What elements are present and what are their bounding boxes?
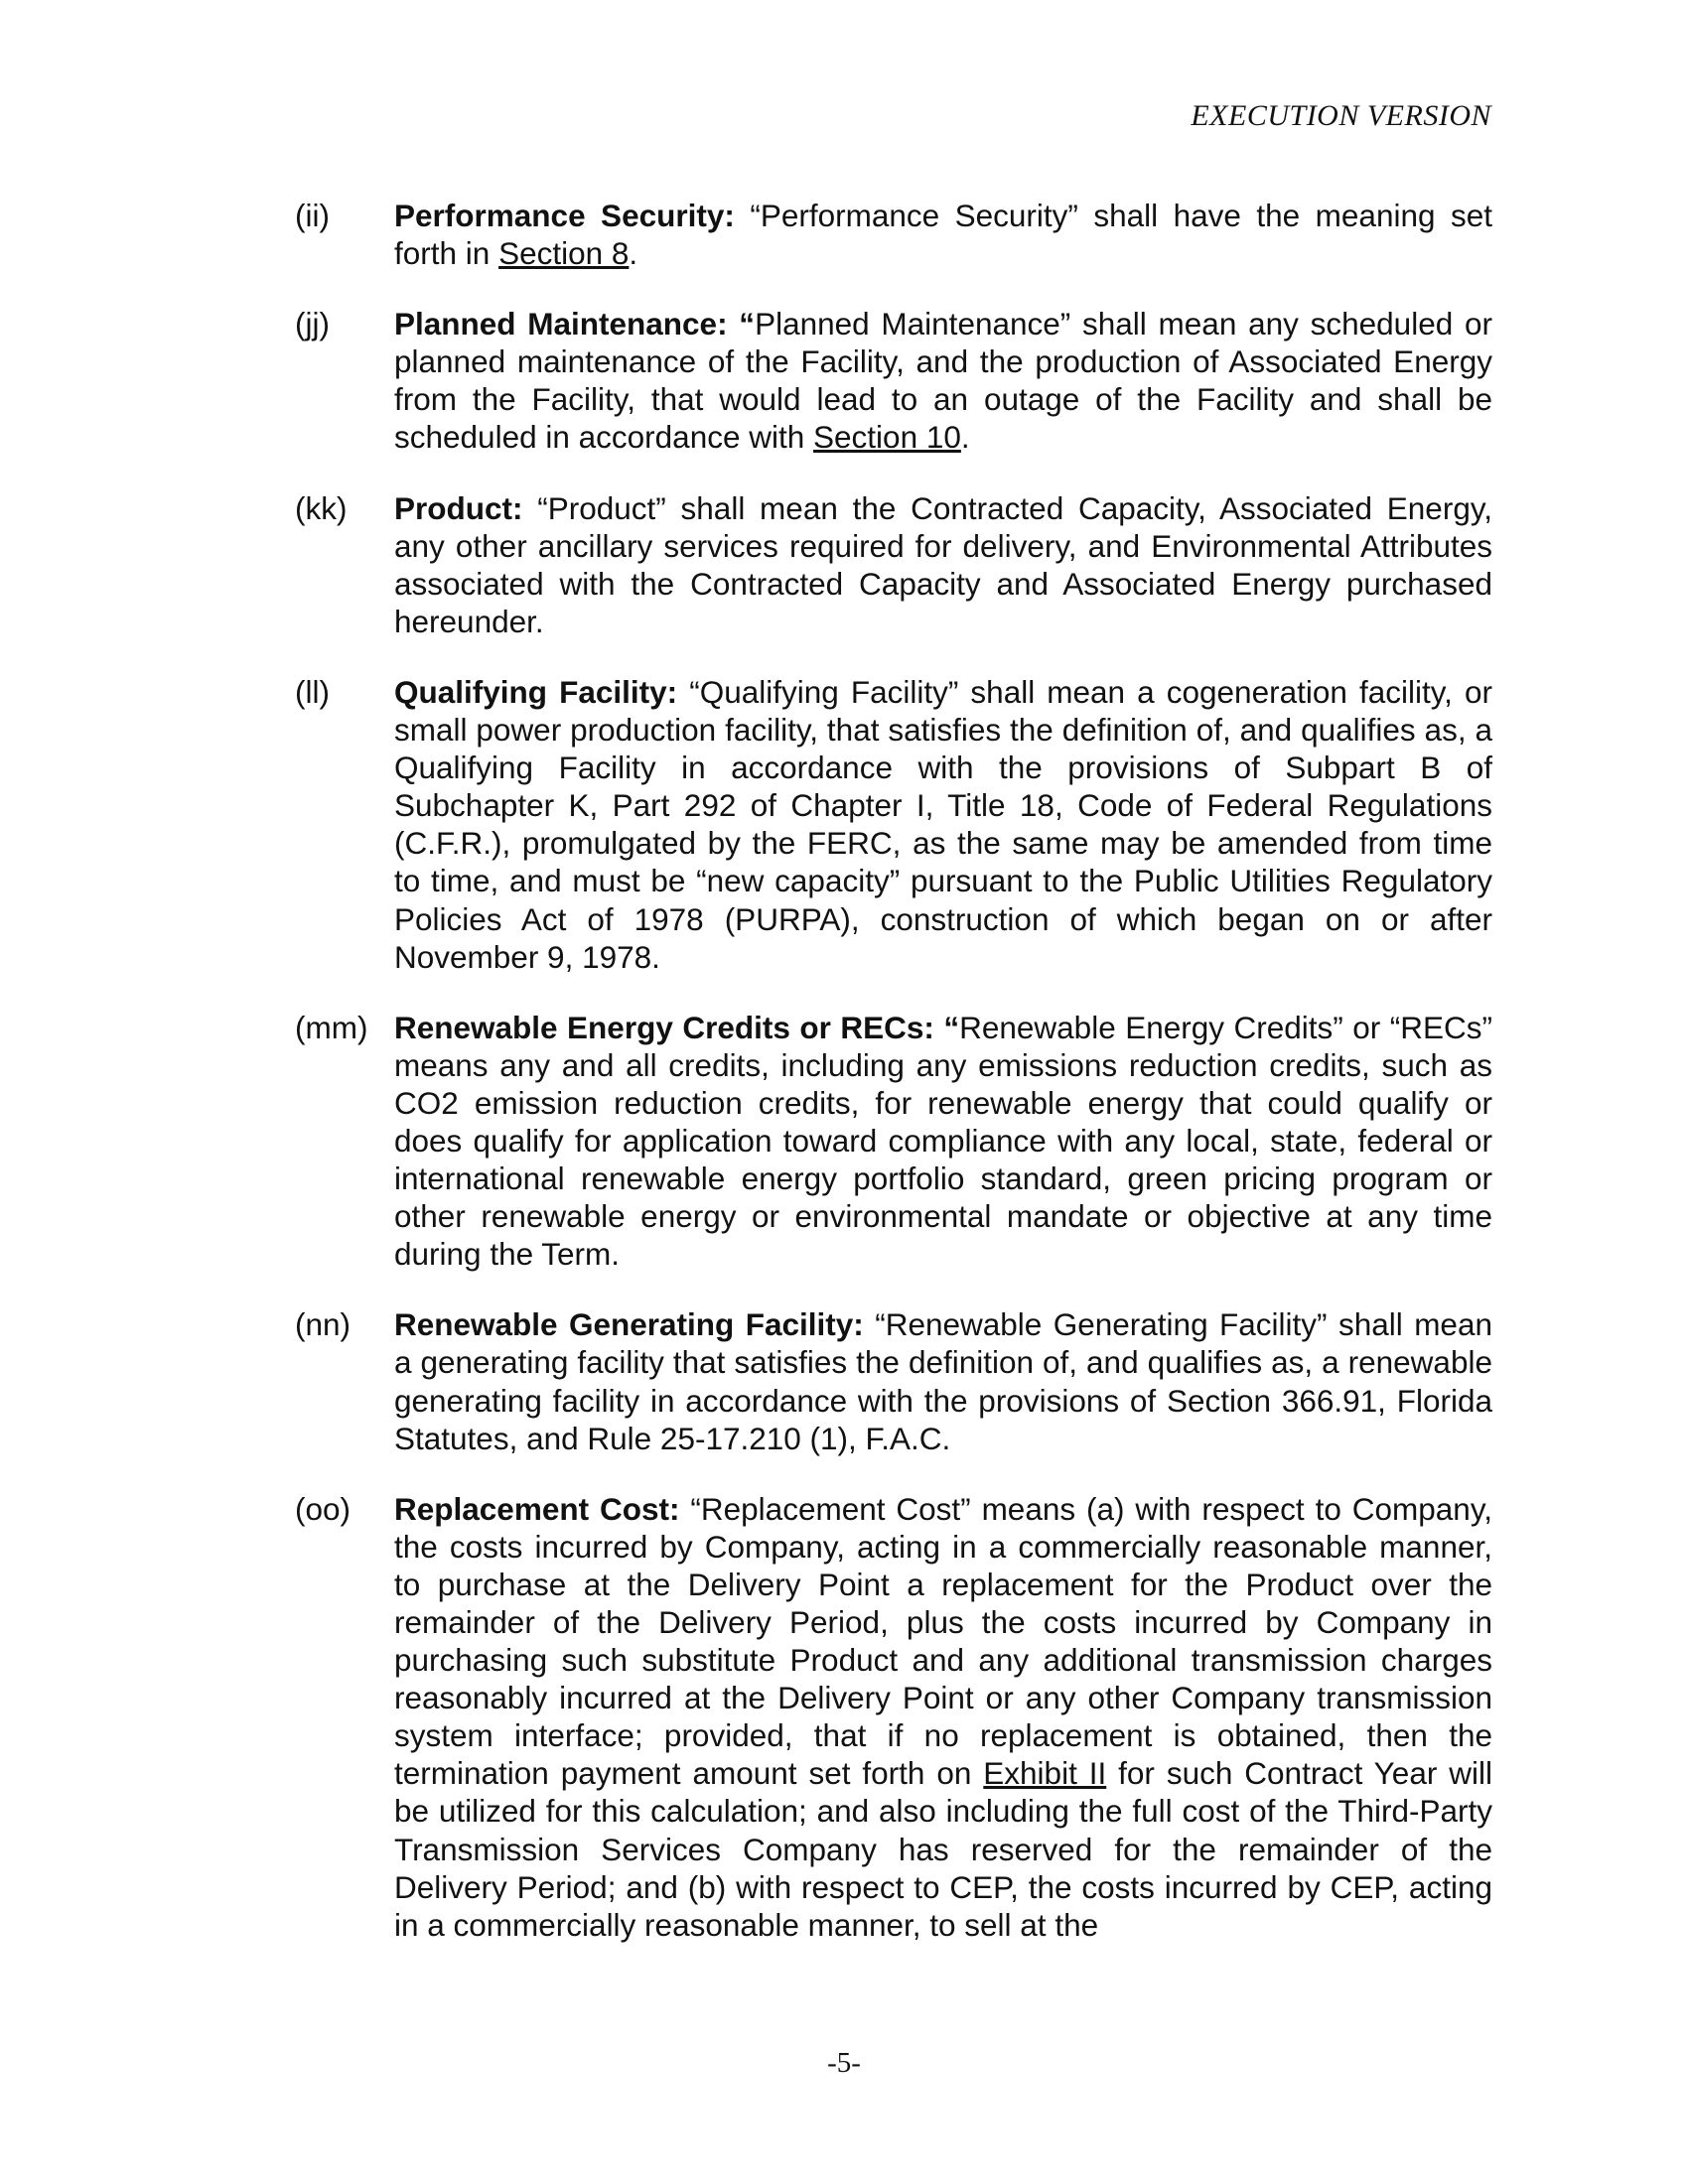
definition-term: Planned Maintenance: “ (394, 306, 756, 342)
definition-item (295, 197, 1492, 272)
definitions-list (295, 197, 1492, 1977)
definition-item (295, 1009, 1492, 1274)
definition-term: Qualifying Facility: (394, 673, 678, 710)
definition-term: Replacement Cost: (394, 1490, 680, 1527)
definition-text-end: for such Contract Year will be utilized for this calculation; and also including the full cost of the Third-Party Transmission Services Company has reserved for the remainder of the Delivery Period; and (b) with respect to CEP, the costs incurred by CEP, acting in a commercially reasonable manner, to sell at the (394, 1755, 1492, 1943)
definition-number: (kk) (295, 489, 348, 526)
definition-item (295, 305, 1492, 456)
definition-term: Renewable Energy Credits or RECs: “ (394, 1009, 960, 1045)
definition-item (295, 1490, 1492, 1944)
definition-number: (ll) (295, 673, 330, 710)
definition-number: (jj) (295, 306, 330, 342)
definition-term: Performance Security: (394, 198, 735, 233)
definition-item (295, 1305, 1492, 1456)
definition-text: “Qualifying Facility” shall mean a cogeneration facility, or small power production facility, that satisfies the definition of, and qualifies as, a Qualifying Facility in accordance with the provisions of Subpart B of Subchapter K, Part 292 of Chapter I, Title 18, Code of Federal Regulations (C.F.R.), promulgated by the FERC, as the same may be amended from time to time, and must be “new capacity” pursuant to the Public Utilities Regulatory Policies Act of 1978 (PURPA), construction of which began on or after November 9, 1978. (394, 673, 1492, 975)
document-header: EXECUTION VERSION (1191, 99, 1491, 132)
definition-number: (nn) (295, 1306, 352, 1343)
definition-item (295, 673, 1492, 976)
definition-term: Renewable Generating Facility: (394, 1306, 864, 1343)
definition-term: Product: (394, 489, 523, 526)
page-number: -5- (827, 2047, 861, 2079)
definition-text: “Renewable Generating Facility” shall mean a generating facility that satisfies the definition of, and qualifies as, a renewable generating facility in accordance with the provisions of Section 366.91, Florida Statutes, and Rule 25-17.210 (1), F.A.C. (394, 1306, 1492, 1456)
definition-text: “Performance Security” shall have the meaning set forth in (394, 198, 1492, 272)
definition-text: “Replacement Cost” means (a) with respect to Company, the costs incurred by Company, acting in a commercially reasonable manner, to purchase at the Delivery Point a replacement for the Product over the remainder of the Delivery Period, plus the costs incurred by Company in purchasing such substitute Product and any additional transmission charges reasonably incurred at the Delivery Point or any other Company transmission system interface; provided, that if no replacement is obtained, then the termination payment amount set forth on (394, 1490, 1492, 1792)
definition-text: Planned Maintenance” shall mean any scheduled or planned maintenance of the Facility, and the production of Associated Energy from the Facility, that would lead to an outage of the Facility and shall be scheduled in accordance with (394, 306, 1492, 456)
definition-number: (oo) (295, 1490, 352, 1527)
section-reference: Section 10 (813, 419, 961, 456)
definition-text-end: . (629, 235, 638, 272)
definition-item (295, 489, 1492, 640)
definition-number: (mm) (295, 1009, 368, 1045)
definition-text: Renewable Energy Credits” or “RECs” means any and all credits, including any emissions reduction credits, such as CO2 emission reduction credits, for renewable energy that could qualify or does qualify for application toward compliance with any local, state, federal or international renewable energy portfolio standard, green pricing program or other renewable energy or environmental mandate or objective at any time during the Term. (394, 1009, 1492, 1273)
definition-number: (ii) (295, 198, 330, 233)
definition-text-end: . (960, 419, 970, 456)
exhibit-reference: Exhibit II (983, 1755, 1107, 1792)
section-reference: Section 8 (498, 235, 630, 272)
definition-text: “Product” shall mean the Contracted Capacity, Associated Energy, any other ancillary services required for delivery, and Environmental Attributes associated with the Contracted Capacity and Associated Energy purchased hereunder. (394, 489, 1492, 639)
